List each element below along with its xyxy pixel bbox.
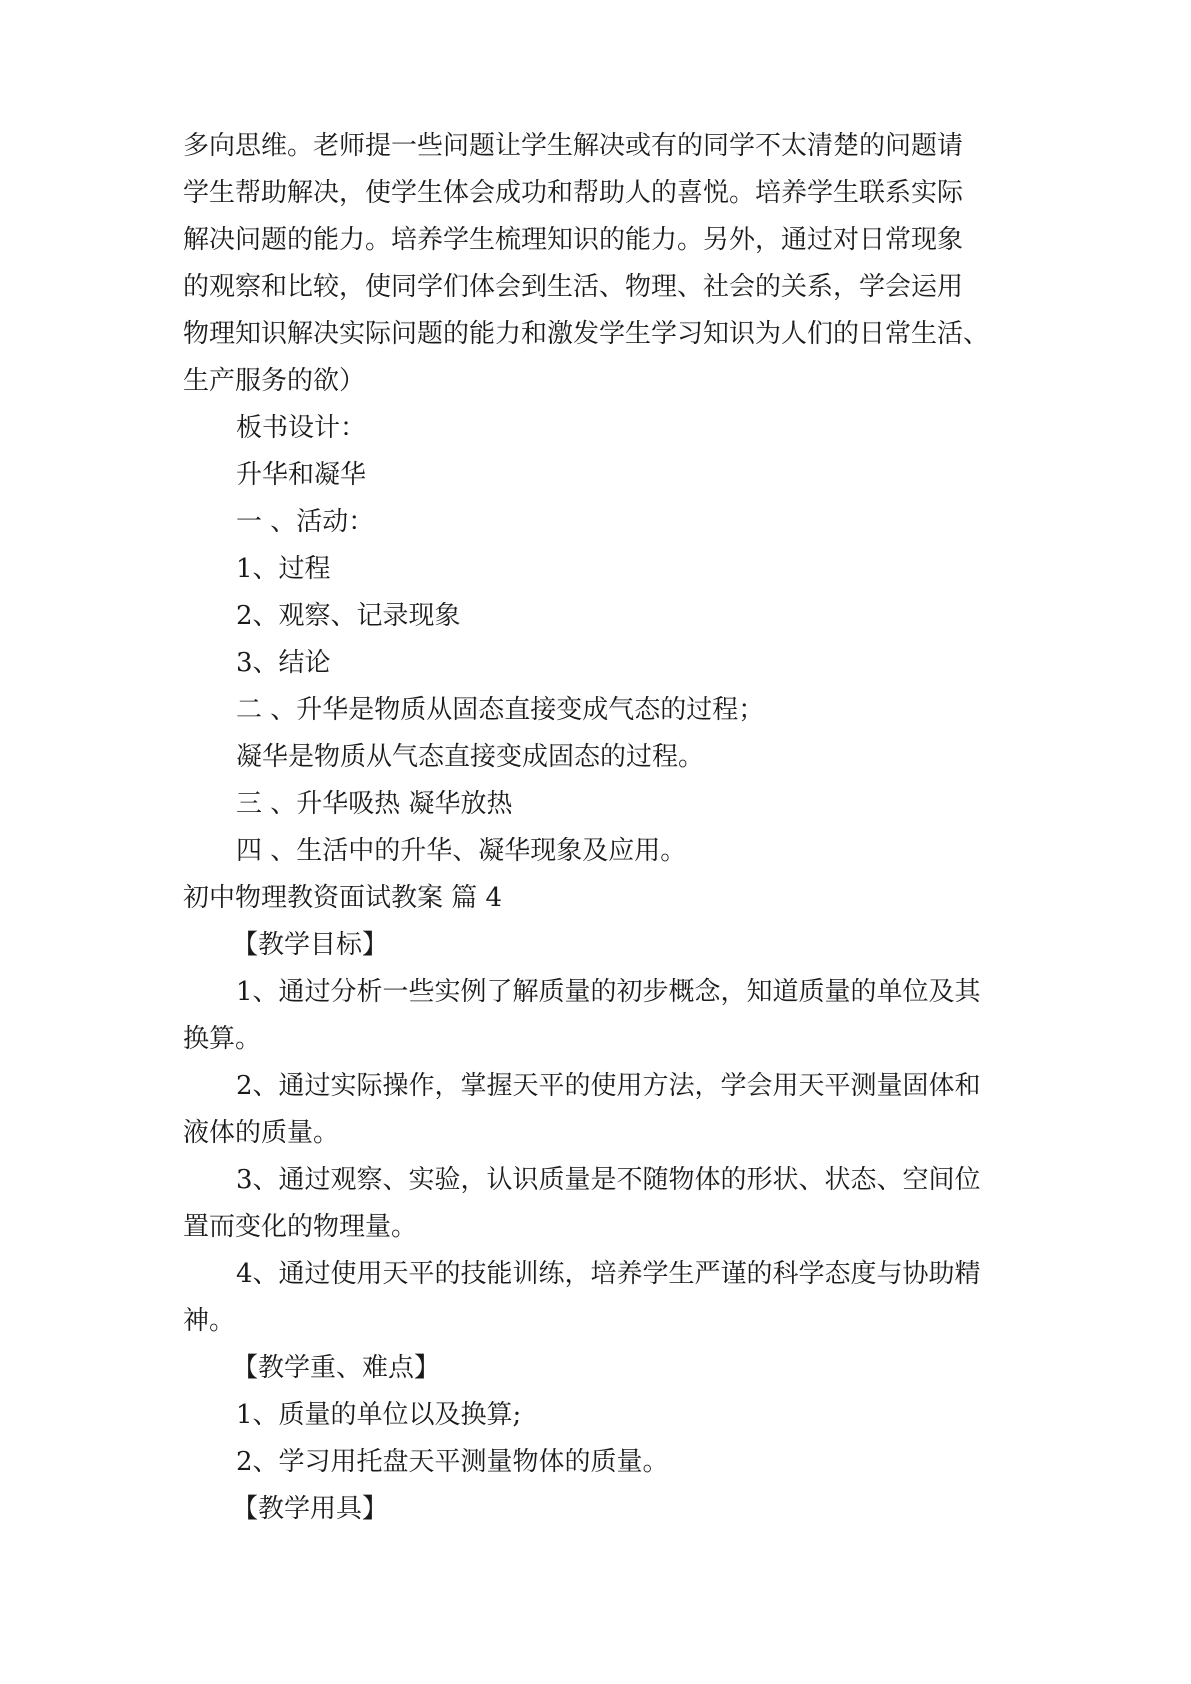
paragraph-line: 生产服务的欲）: [183, 366, 366, 396]
board-item: 1、过程: [236, 554, 331, 584]
goal-item-cont: 神。: [183, 1306, 236, 1336]
paragraph-line: 物理知识解决实际问题的能力和激发学生学习知识为人们的日常生活、: [183, 319, 990, 349]
section-title: 初中物理教资面试教案 篇 4: [183, 883, 503, 913]
board-section-3: 三 、升华吸热 凝华放热: [236, 789, 513, 819]
key-points-heading: 【教学重、难点】: [232, 1353, 441, 1383]
goal-item: 2、通过实际操作，掌握天平的使用方法，学会用天平测量固体和: [236, 1071, 981, 1101]
key-point-item: 2、学习用托盘天平测量物体的质量。: [236, 1447, 669, 1477]
goal-item-cont: 液体的质量。: [183, 1118, 340, 1148]
paragraph-line: 的观察和比较，使同学们体会到生活、物理、社会的关系，学会运用: [183, 272, 964, 302]
paragraph-line: 学生帮助解决，使学生体会成功和帮助人的喜悦。培养学生联系实际: [183, 178, 964, 208]
board-section-1: 一 、活动：: [236, 507, 375, 537]
board-section-4: 四 、生活中的升华、凝华现象及应用。: [236, 836, 687, 866]
goal-item: 4、通过使用天平的技能训练，培养学生严谨的科学态度与协助精: [236, 1259, 981, 1289]
goals-heading: 【教学目标】: [232, 930, 389, 960]
key-point-item: 1、质量的单位以及换算;: [236, 1400, 522, 1430]
goal-item-cont: 换算。: [183, 1024, 262, 1054]
goal-item: 3、通过观察、实验，认识质量是不随物体的形状、状态、空间位: [236, 1165, 981, 1195]
board-item: 3、结论: [236, 648, 331, 678]
board-section-2: 二 、升华是物质从固态直接变成气态的过程；: [236, 695, 765, 725]
board-design-label: 板书设计：: [236, 413, 367, 443]
board-section-2-cont: 凝华是物质从气态直接变成固态的过程。: [236, 742, 705, 772]
paragraph-line: 多向思维。老师提一些问题让学生解决或有的同学不太清楚的问题请: [183, 131, 964, 161]
goal-item-cont: 置而变化的物理量。: [183, 1212, 418, 1242]
board-design-title: 升华和凝华: [236, 460, 367, 490]
board-item: 2、观察、记录现象: [236, 601, 461, 631]
paragraph-line: 解决问题的能力。培养学生梳理知识的能力。另外，通过对日常现象: [183, 225, 964, 255]
tools-heading: 【教学用具】: [232, 1494, 389, 1524]
goal-item: 1、通过分析一些实例了解质量的初步概念，知道质量的单位及其: [236, 977, 981, 1007]
